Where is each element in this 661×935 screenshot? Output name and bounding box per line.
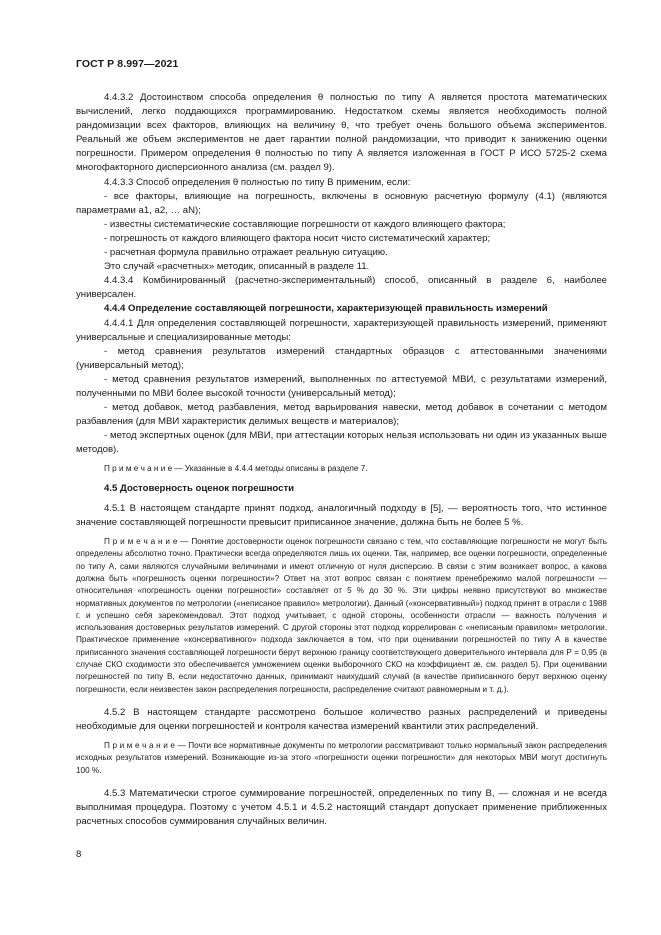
document-header: ГОСТ Р 8.997—2021 [76, 58, 179, 70]
list-item-reference-materials: - метод сравнения результатов измерений стандартных образцов с аттестованными значениями (универсальный метод); [76, 345, 607, 371]
paragraph-4-4-3-2: 4.4.3.2 Достоинством способа определения θ полностью по типу А является простота математических вычислений, легко поддающихся программированию. Недостатком схемы является необходимость полной рандомизации всех факторов, влияющих на величину θ, что требует очень большого объема экспериментов. Реальный же объем экспериментов не дает гарантии полной рандомизации, что приводит к занижению оценки погрешности. Примером определения θ полностью по типу А является изложенная в ГОСТ Р ИСО 5725-2 схема многофакторного дисперсионного анализа (см. раздел 9). [76, 92, 607, 174]
list-item-purely-systematic: - погрешность от каждого влияющего фактора носит чисто систематический характер; [104, 232, 491, 244]
list-item-factors-included: - все факторы, влияющие на погрешность, включены в основную расчетную формулу (4.1) (являются параметрами a1, a2, … aN); [76, 190, 607, 216]
paragraph-4-5-2: 4.5.2 В настоящем стандарте рассмотрено большое количество разных распределений и приведены необходимые для оценки погрешностей и контроля качества измерений квантили этих распределений. [76, 706, 607, 732]
list-item-expert-assessment: - метод экспертных оценок (для МВИ, при аттестации которых нельзя использовать ни один из указанных выше методов). [76, 430, 607, 456]
paragraph-4-5-1: 4.5.1 В настоящем стандарте принят подход, аналогичный подходу в [5], — вероятность того, что истинное значение составляющей погрешности превысит приписанное значение, должна быть не более 5 %. [76, 502, 607, 528]
note-4-4-4: П р и м е ч а н и е — Указанные в 4.4.4 методы описаны в разделе 7. [104, 464, 368, 474]
list-item-comparison-higher-accuracy: - метод сравнения результатов измерений, выполненных по аттестуемой МВИ, с результатами измерений, полученными по МВИ более высокой точности (универсальный метод); [76, 373, 607, 399]
page-number: 8 [76, 849, 82, 860]
paragraph-4-4-3-3: 4.4.3.3 Способ определения θ полностью по типу В применим, если: [104, 176, 411, 188]
note-4-5-2: П р и м е ч а н и е — Почти все нормативные документы по метрологии рассматривают только нормальный закон распределения исходных результатов измерений. Возникающие из-за этого «погрешности оценки погрешности» для некоторых МВИ могут достигнуть 100 %. [76, 741, 607, 775]
list-item-systematic-known: - известны систематические составляющие погрешности от каждого влияющего фактора; [104, 218, 506, 230]
list-item-additions-method: - метод добавок, метод разбавления, метод варьирования навески, метод добавок в сочетании с методом разбавления (для МВИ характеристик делимых веществ и материалов); [76, 402, 607, 428]
paragraph-calculation-case: Это случай «расчетных» методик, описанный в разделе 11. [104, 261, 370, 273]
page-body [76, 91, 607, 829]
paragraph-4-4-3-4: 4.4.3.4 Комбинированный (расчетно-экспериментальный) способ, описанный в разделе 6, наиболее универсален. [76, 275, 607, 301]
section-heading-4-4-4: 4.4.4 Определение составляющей погрешности, характеризующей правильность измерений [104, 303, 548, 315]
list-item-formula-correct: - расчетная формула правильно отражает реальную ситуацию. [104, 247, 388, 259]
section-heading-4-5: 4.5 Достоверность оценок погрешности [104, 482, 295, 494]
note-4-5-1: П р и м е ч а н и е — Понятие достоверности оценок погрешности связано с тем, что составляющие погрешности не могут быть определены абсолютно точно. Практически всегда определяются лишь их оценки. Так, например, все оценки погрешности, определенные по типу А, сами являются случайными величинами и имеют отличную от нуля дисперсию. В связи с этим возникает вопрос, а какова должна быть «погрешность оценки погрешности»? Ответ на этот вопрос связан с понятием пренебрежимо малой погрешности — относительная «погрешность оценки погрешности» составляет от 5 % до 30 %. Эти цифры неявно присутствуют во множестве нормативных документов по метрологии («неписаное правило» метрологии). Данный («консервативный») подход принят в отрасли с 1988 г. и успешно себя зарекомендовал. Этот подход учитывает, с одной стороны, особенности отрасли — важность получения и использования достоверных результатов измерений. С другой стороны этот подход коррелирован с «неписаным правилом» метрологии. Практическое применение «консервативного» подхода заключается в том, что при оценивании погрешностей по типу А в качестве приписанного значения составляющей погрешности берут верхнюю границу соответствующего доверительного интервала для P = 0,95 (в случае СКО сходимости это обеспечивается умножением оценки выборочного СКО на коэффициент æ, см. раздел 5). При оценивании погрешностей по типу В, если недостаточно данных, принимают наихудший случай (в качестве приписанного берут верхнюю оценку погрешности, если неизвестен закон распределения погрешности, распределение считают равномерным и т. д.). [76, 537, 607, 694]
paragraph-4-4-4-1: 4.4.4.1 Для определения составляющей погрешности, характеризующей правильность измерений, применяют универсальные и специализированные методы: [76, 317, 607, 343]
paragraph-4-5-3: 4.5.3 Математически строгое суммирование погрешностей, определенных по типу В, — сложная и не всегда выполнимая процедура. Поэтому с учетом 4.5.1 и 4.5.2 настоящий стандарт допускает применение приближенных расчетных способов суммирования случайных величин. [76, 787, 607, 828]
